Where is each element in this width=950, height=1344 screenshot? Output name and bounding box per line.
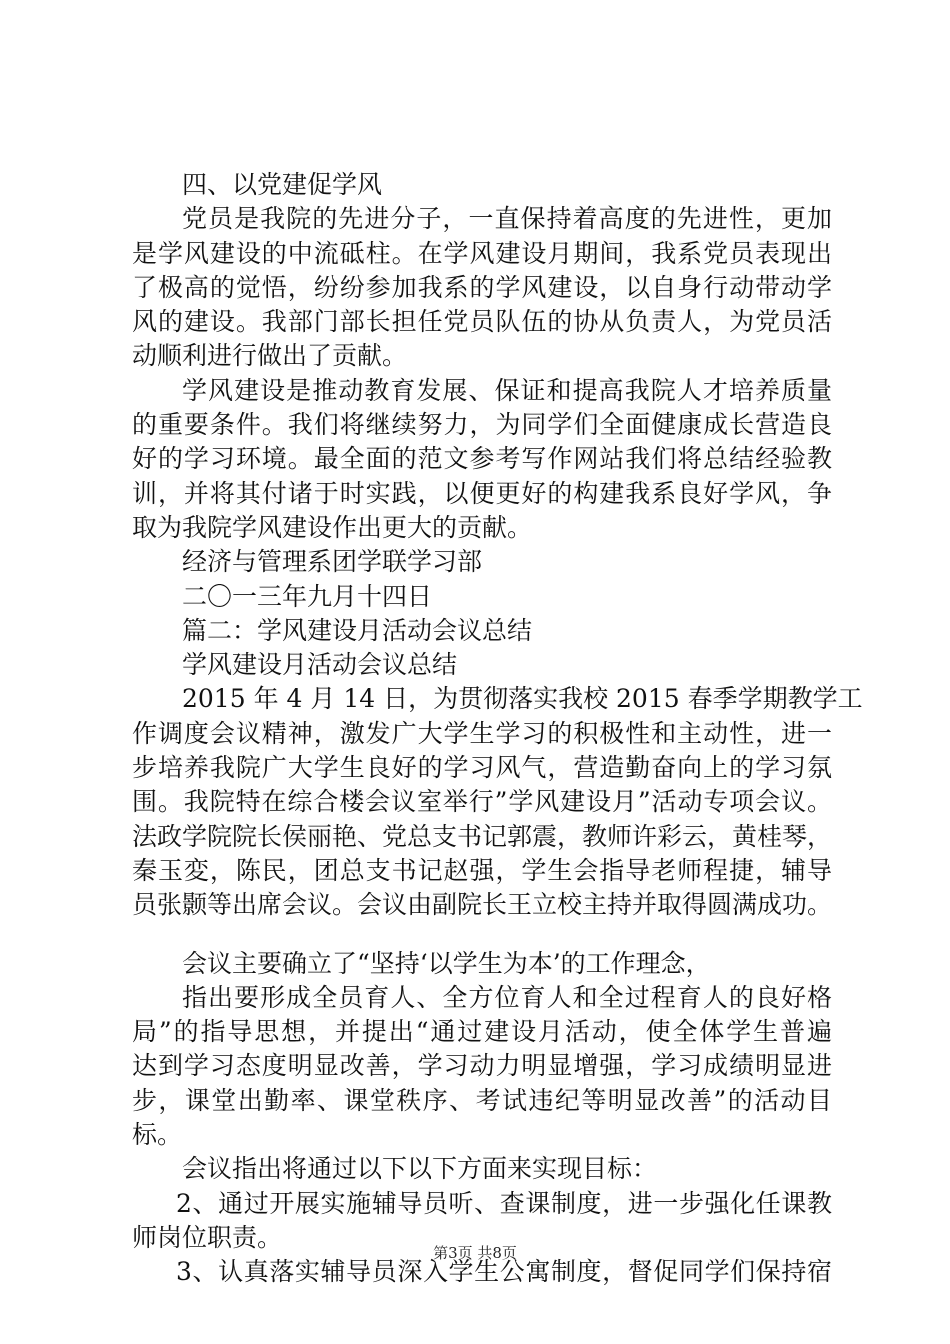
paragraph-line: 秦玉変，陈民，团总支书记赵强，学生会指导老师程捷，辅导	[132, 855, 832, 885]
paragraph-line: 步，课堂出勤率、课堂秩序、考试违纪等明显改善”的活动目	[132, 1085, 832, 1115]
section-heading: 四、以党建促学风	[182, 170, 383, 199]
paragraph-line: 局”的指导思想，并提出“通过建设月活动，使全体学生普遍	[132, 1017, 832, 1047]
paragraph-line: 党员是我院的先进分子，一直保持着高度的先进性，更加	[182, 204, 832, 234]
article-heading: 篇二：学风建设月活动会议总结	[182, 615, 533, 645]
paragraph-line: 员张颢等出席会议。会议由副院长王立校主持并取得圆满成功。	[132, 890, 833, 920]
paragraph-line: 风的建设。我部门部长担任党员队伍的协从负责人，为党员活	[132, 307, 832, 337]
paragraph-line: 训，并将其付诸于时实践，以便更好的构建我系良好学风，争	[132, 478, 832, 508]
paragraph-line: 学风建设是推动教育发展、保证和提高我院人才培养质量	[182, 375, 832, 405]
list-item: 3、认真落实辅导员深入学生公寓制度，督促同学们保持宿	[176, 1257, 832, 1287]
paragraph-line: 了极高的觉悟，纷纷参加我系的学风建设，以自身行动带动学	[132, 272, 832, 302]
list-item: 2、通过开展实施辅导员听、查课制度，进一步强化任课教	[176, 1188, 832, 1218]
paragraph-line: 取为我院学风建设作出更大的贡献。	[132, 512, 533, 542]
paragraph-line: 会议指出将通过以下以下方面来实现目标：	[182, 1154, 658, 1184]
document-body	[132, 168, 863, 1290]
paragraph-line: 是学风建设的中流砥柱。在学风建设月期间，我系党员表现出	[132, 238, 832, 268]
paragraph-line: 好的学习环境。最全面的范文参考写作网站我们将总结经验教	[132, 444, 832, 474]
paragraph-gap	[132, 923, 832, 947]
paragraph-line: 2015 年 4 月 14 日，为贯彻落实我校 2015 春季学期教学工	[182, 684, 863, 714]
paragraph-line: 的重要条件。我们将继续努力，为同学们全面健康成长营造良	[132, 410, 832, 440]
paragraph-line: 标。	[132, 1120, 183, 1150]
paragraph-line: 围。我院特在综合楼会议室举行”学风建设月”活动专项会议。	[132, 787, 832, 817]
paragraph-line: 法政学院院长侯丽艳、党总支书记郭震，教师许彩云，黄桂琴，	[132, 821, 833, 851]
page-number-footer: 第3页 共8页	[433, 1244, 517, 1262]
paragraph-line: 会议主要确立了“坚持‘以学生为本’的工作理念，	[182, 948, 711, 978]
signature-department: 经济与管理系团学联学习部	[182, 547, 483, 577]
list-item-continuation: 师岗位职责。	[132, 1222, 283, 1252]
paragraph-line: 指出要形成全员育人、全方位育人和全过程育人的良好格	[182, 982, 832, 1012]
signature-date: 二〇一三年九月十四日	[182, 581, 433, 611]
paragraph-line: 动顺利进行做出了贡献。	[132, 341, 408, 371]
article-title: 学风建设月活动会议总结	[182, 650, 458, 680]
paragraph-line: 达到学习态度明显改善，学习动力明显增强，学习成绩明显进	[132, 1051, 832, 1081]
paragraph-line: 作调度会议精神，激发广大学生学习的积极性和主动性，进一	[132, 718, 832, 748]
paragraph-line: 步培养我院广大学生良好的学习风气，营造勤奋向上的学习氛	[132, 753, 832, 783]
